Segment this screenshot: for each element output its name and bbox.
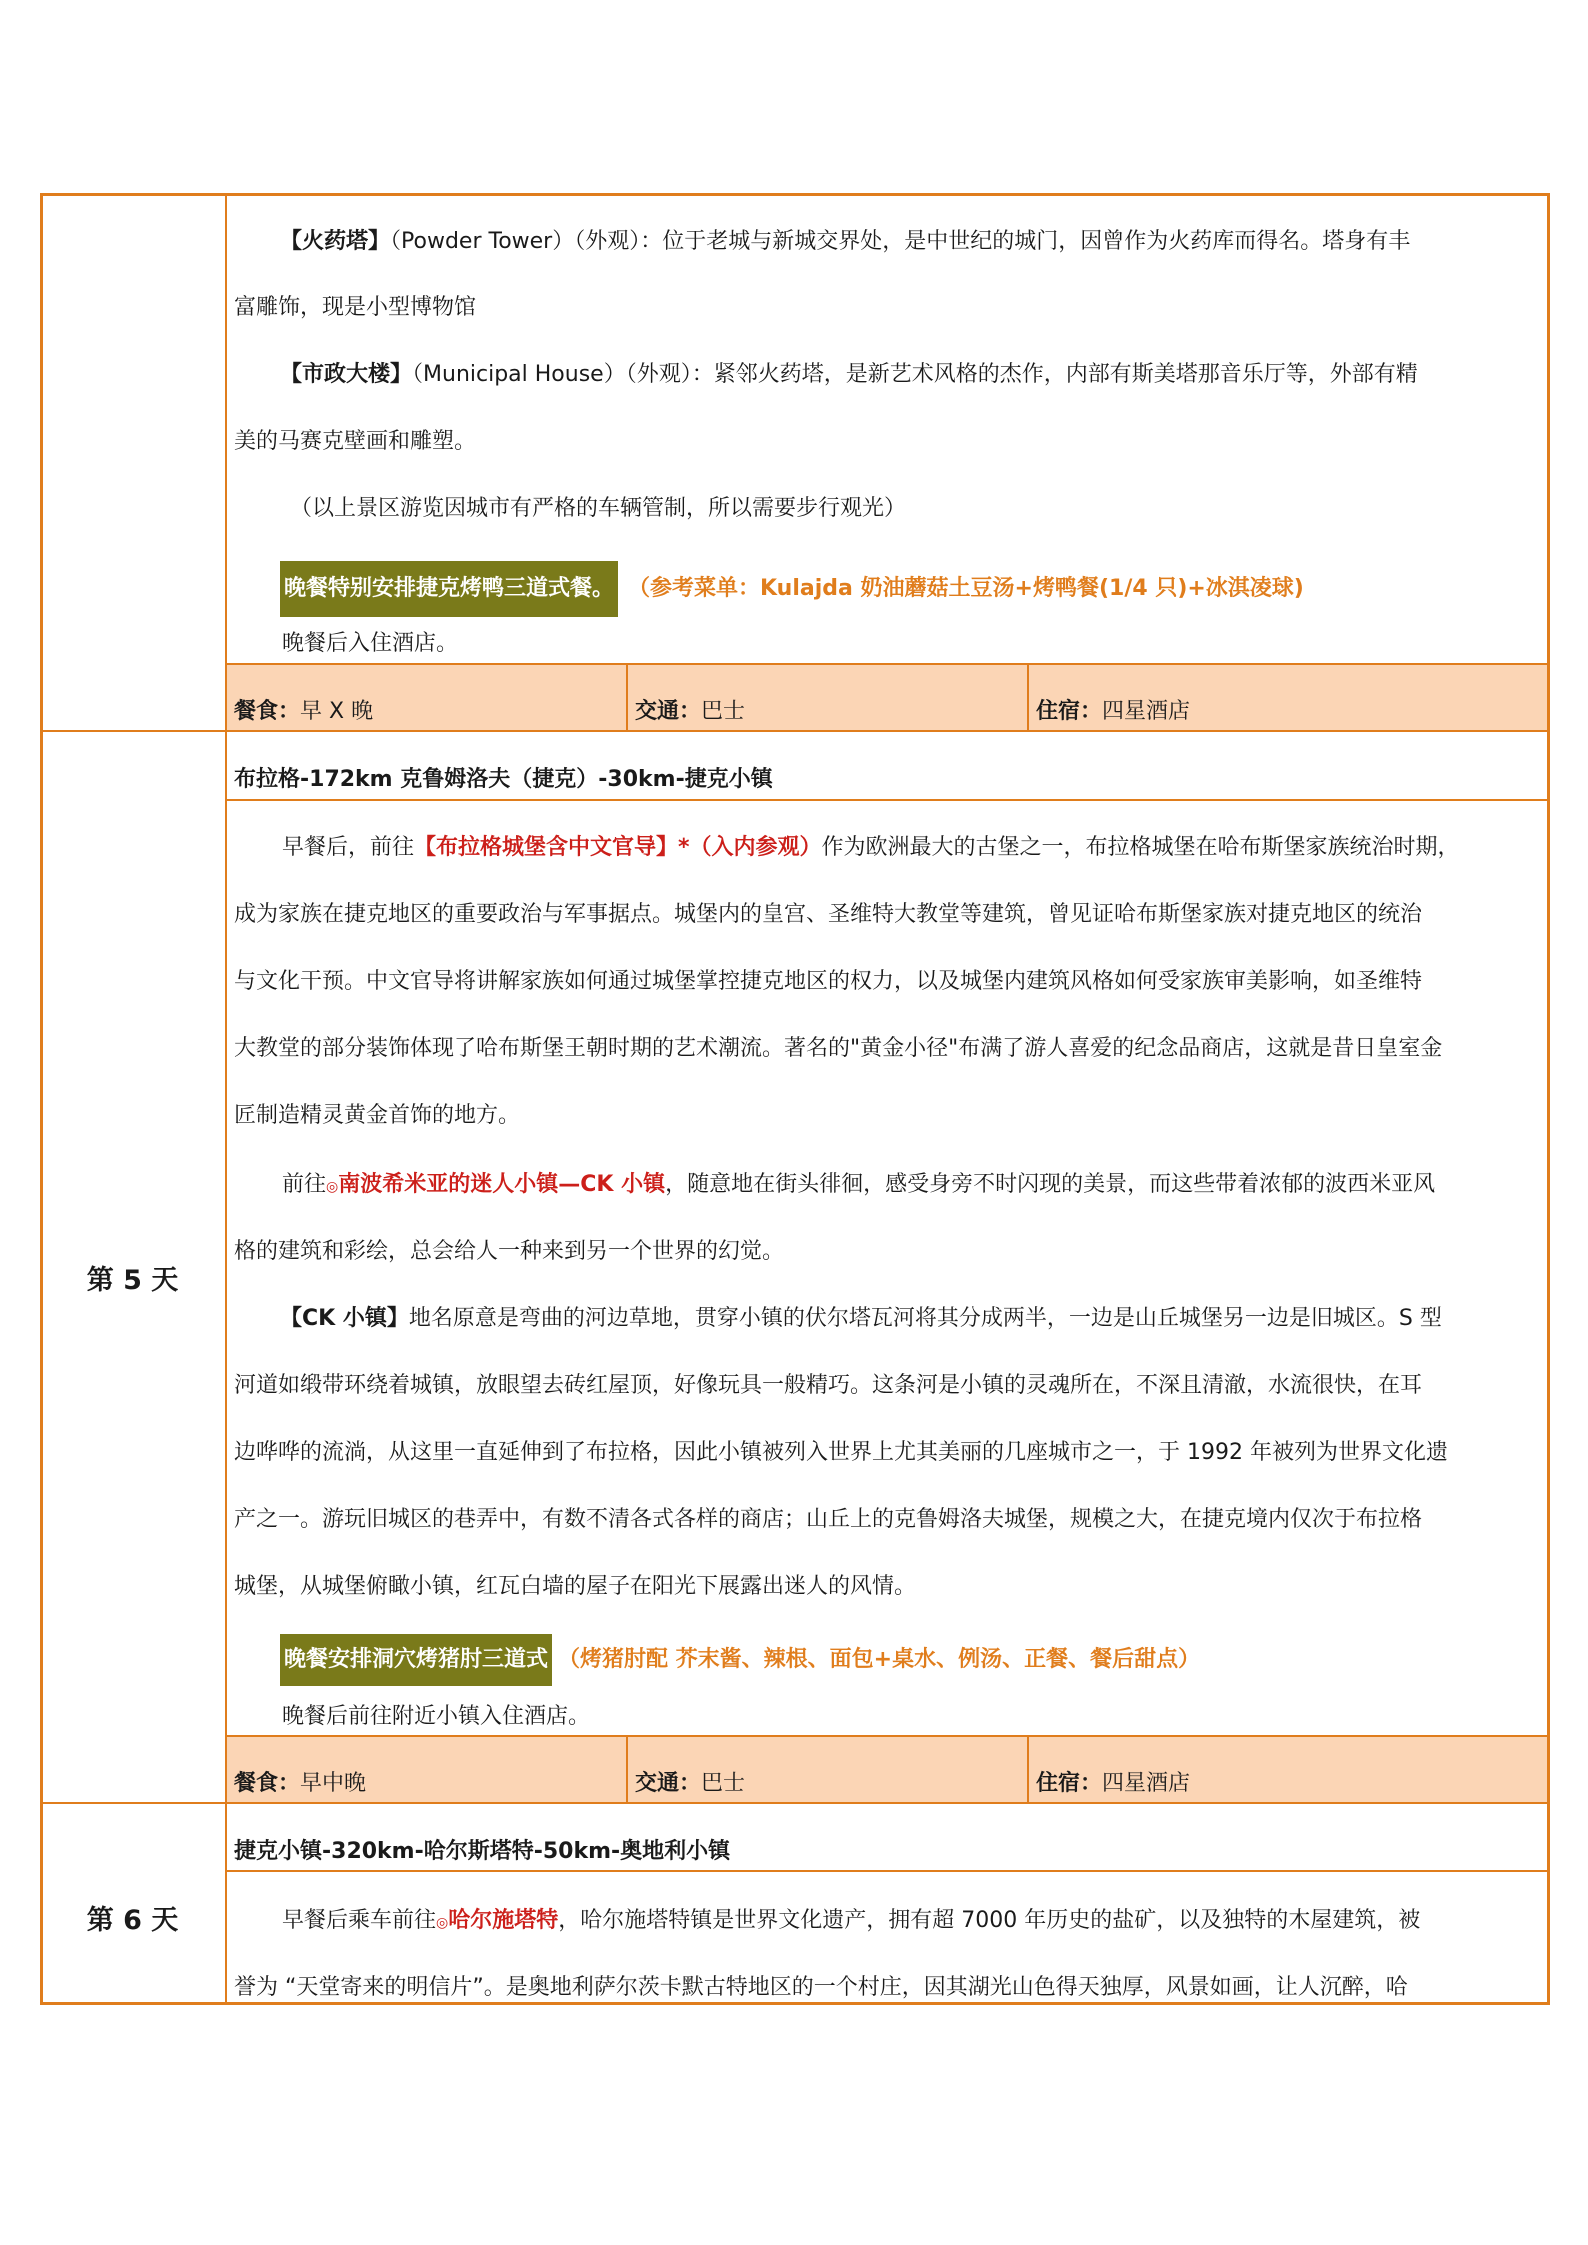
day5-p3-line3: 边哗哗的流淌，从这里一直延伸到了布拉格，因此小镇被列入世界上尤其美丽的几座城市之一，于 1992 年被列为世界文化遗 — [234, 1440, 1448, 1465]
day5-dinner-menu: （烤猪肘配 芥末酱、辣根、面包+桌水、例汤、正餐、餐后甜点） — [558, 1647, 1201, 1672]
column-divider — [225, 193, 227, 2005]
footer-divider — [1027, 1736, 1029, 1802]
ck-town-heading: 【CK 小镇】 — [280, 1306, 409, 1331]
day5-label: 第 5 天 — [86, 1265, 179, 1296]
day5-p3-line4: 产之一。游玩旧城区的巷弄中，有数不清各式各样的商店；山丘上的克鲁姆洛夫城堡，规模之大，在捷克境内仅次于布拉格 — [234, 1507, 1423, 1532]
footer-hotel: 住宿：四星酒店 — [1036, 699, 1191, 724]
day6-route: 捷克小镇-320km-哈尔斯塔特-50km-奥地利小镇 — [234, 1839, 731, 1864]
day5-footer-transport: 交通：巴士 — [635, 1771, 746, 1796]
powder-tower-line2: 富雕饰，现是小型博物馆 — [234, 295, 477, 320]
day5-p3-line5: 城堡，从城堡俯瞰小镇，红瓦白墙的屋子在阳光下展露出迷人的风情。 — [234, 1574, 917, 1599]
footer-divider — [626, 1736, 628, 1802]
footer-row-top — [227, 664, 1547, 730]
footer-divider — [1027, 664, 1029, 730]
footer-transport: 交通：巴士 — [635, 699, 746, 724]
municipal-house-title: 【市政大楼】 — [280, 362, 413, 387]
ck-town-title: 南波希米亚的迷人小镇—CK 小镇 — [338, 1172, 666, 1197]
row-line — [227, 799, 1547, 801]
day5-p3-line2: 河道如缎带环绕着城镇，放眼望去砖红屋顶，好像玩具一般精巧。这条河是小镇的灵魂所在，不深且清澈，水流很快，在耳 — [234, 1373, 1423, 1398]
footer-divider — [626, 664, 628, 730]
day5-checkin: 晚餐后前往附近小镇入住酒店。 — [282, 1704, 591, 1729]
day5-p1-line2: 成为家族在捷克地区的重要政治与军事据点。城堡内的皇宫、圣维特大教堂等建筑，曾见证哈布斯堡家族对捷克地区的统治 — [234, 902, 1423, 927]
row-line — [40, 730, 1550, 732]
row-line — [227, 663, 1547, 665]
prague-castle-title: 【布拉格城堡含中文官导】*（入内参观） — [414, 835, 822, 860]
municipal-house-line2: 美的马赛克壁画和雕塑。 — [234, 429, 477, 454]
day5-footer-meal: 餐食：早中晚 — [234, 1771, 367, 1796]
day6-p1-line1: 早餐后乘车前往◎哈尔施塔特，哈尔施塔特镇是世界文化遗产，拥有超 7000 年历史的盐矿，以及独特的木屋建筑，被 — [282, 1908, 1421, 1933]
row-line — [227, 1870, 1547, 1872]
itinerary-table — [40, 193, 1550, 2005]
day6-label: 第 6 天 — [86, 1905, 179, 1936]
day5-dinner-line — [280, 1634, 1200, 1686]
checkin-note: 晚餐后入住酒店。 — [282, 631, 459, 656]
day5-dinner-highlight: 晚餐安排洞穴烤猪肘三道式 — [280, 1634, 552, 1686]
municipal-house-desc: （Municipal House）（外观）：紧邻火药塔，是新艺术风格的杰作，内部有斯美塔那音乐厅等，外部有精 — [412, 362, 1418, 387]
day5-footer-hotel: 住宿：四星酒店 — [1036, 1771, 1191, 1796]
day5-p3-line1: 【CK 小镇】地名原意是弯曲的河边草地，贯穿小镇的伏尔塔瓦河将其分成两半，一边是山丘城堡另一边是旧城区。S 型 — [280, 1306, 1442, 1331]
hallstatt-title: 哈尔施塔特 — [448, 1908, 559, 1933]
day6-p1-line2: 誉为 “天堂寄来的明信片”。是奥地利萨尔茨卡默古特地区的一个村庄，因其湖光山色得天独厚，风景如画，让人沉醉，哈 — [234, 1975, 1408, 2000]
scenic-mark-icon: ◎ — [436, 1915, 449, 1931]
municipal-house-line1 — [280, 363, 1418, 387]
dinner-highlight: 晚餐特别安排捷克烤鸭三道式餐。 — [280, 561, 618, 617]
row-line — [227, 1735, 1547, 1737]
powder-tower-desc: （Powder Tower）（外观）：位于老城与新城交界处，是中世纪的城门，因曾作为火药库而得名。塔身有丰 — [390, 229, 1411, 254]
powder-tower-title: 【火药塔】 — [280, 229, 391, 254]
day5-route: 布拉格-172km 克鲁姆洛夫（捷克）-30km-捷克小镇 — [234, 767, 773, 792]
row-line — [40, 1802, 1550, 1804]
dinner-line-top — [280, 561, 1304, 617]
footer-meal: 餐食：早 X 晚 — [234, 699, 374, 724]
scenic-mark-icon: ◎ — [326, 1179, 339, 1195]
footer-row-day5 — [227, 1736, 1547, 1802]
dinner-menu: （参考菜单：Kulajda 奶油蘑菇土豆汤+烤鸭餐(1/4 只)+冰淇凌球) — [628, 576, 1304, 601]
day5-p2-line2: 格的建筑和彩绘，总会给人一种来到另一个世界的幻觉。 — [234, 1239, 785, 1264]
day5-p1-line3: 与文化干预。中文官导将讲解家族如何通过城堡掌控捷克地区的权力，以及城堡内建筑风格如何受家族审美影响，如圣维特 — [234, 969, 1423, 994]
powder-tower-line1 — [280, 230, 1410, 254]
day5-p1-line5: 匠制造精灵黄金首饰的地方。 — [234, 1103, 521, 1128]
walking-note: （以上景区游览因城市有严格的车辆管制，所以需要步行观光） — [290, 496, 907, 521]
day5-p1-line1: 早餐后，前往【布拉格城堡含中文官导】*（入内参观）作为欧洲最大的古堡之一，布拉格城堡在哈布斯堡家族统治时期， — [282, 835, 1460, 860]
day5-p1-line4: 大教堂的部分装饰体现了哈布斯堡王朝时期的艺术潮流。著名的"黄金小径"布满了游人喜爱的纪念品商店，这就是昔日皇室金 — [234, 1036, 1443, 1061]
day5-p2-line1: 前往◎南波希米亚的迷人小镇—CK 小镇，随意地在街头徘徊，感受身旁不时闪现的美景，而这些带着浓郁的波西米亚风 — [282, 1172, 1436, 1197]
